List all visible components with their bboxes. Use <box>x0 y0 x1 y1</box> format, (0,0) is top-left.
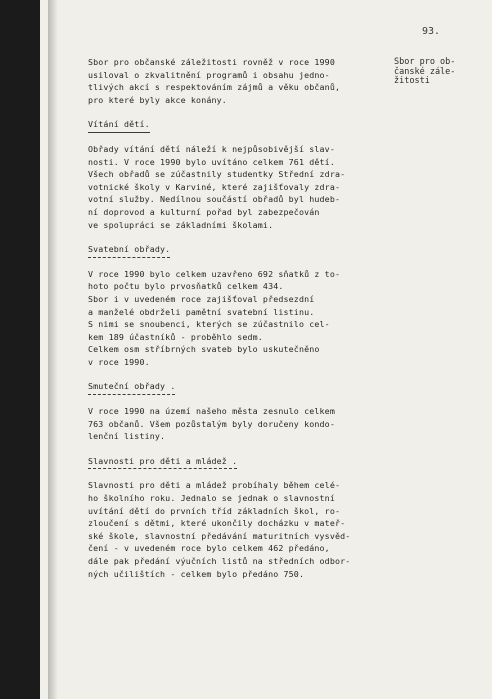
text-line: pro které byly akce konány. <box>88 94 227 105</box>
text-line: Sbor i v uvedeném roce zajišťoval předsezdní <box>88 293 315 304</box>
text-line: V roce 1990 na území našeho města zesnulo celkem <box>88 406 335 417</box>
section-heading: Slavnosti pro děti a mládež . <box>88 455 237 470</box>
text-line: kem 189 účastníků - proběhlo sedm. <box>88 331 263 342</box>
text-line: Všech obřadů se zúčastnily studentky Střední zdra- <box>88 169 346 180</box>
text-line: votní služby. Nedílnou součástí obřadů byl hudeb- <box>88 194 341 205</box>
text-line: nosti. V roce 1990 bylo uvítáno celkem 761 dětí. <box>88 156 335 167</box>
text-line: 763 občanů. Všem pozůstalým byly doručeny kondo- <box>88 418 335 429</box>
section-heading: Vítání dětí. <box>88 118 150 133</box>
page-number: 93. <box>422 26 441 37</box>
text-line: dále pak předání výučních listů na středních odbor- <box>88 556 351 566</box>
text-line: a manželé obdrželi pamětní svatební listinu. <box>88 306 315 317</box>
text-line: zloučení s dětmi, které ukončily docházku v mateř- <box>88 518 346 529</box>
text-line: usiloval o zkvalitnění programů i obsahu jedno- <box>88 69 330 80</box>
text-line: hoto počtu bylo prvosňatků celkem 434. <box>88 281 284 292</box>
text-line: Obřady vítání dětí náleží k nejpůsobivější slav- <box>88 143 335 154</box>
section-welcoming-children <box>88 118 388 231</box>
text-line: ných učilištích - celkem bylo předáno 750. <box>88 568 305 579</box>
text-line: Slavnosti pro děti a mládež probíhaly během celé- <box>88 480 341 491</box>
margin-note-line: čanské zále- <box>394 66 456 77</box>
margin-note <box>394 58 466 87</box>
text-line: Sbor pro občanské záležitosti rovněž v roce 1990 <box>88 57 335 67</box>
text-line: v roce 1990. <box>88 356 150 367</box>
text-line: tlivých akcí s respektováním zájmů a věku občanů, <box>88 82 341 93</box>
page-binding-shadow <box>48 0 58 699</box>
text-line: ho školního roku. Jednalo se jednak o slavnostní <box>88 493 335 504</box>
text-line: čení - v uvedeném roce bylo celkem 462 předáno, <box>88 543 330 554</box>
text-line: lenční listiny. <box>88 431 166 442</box>
section-heading: Svatební obřady. <box>88 243 170 258</box>
text-line: S nimi se snoubenci, kterých se zúčastnilo cel- <box>88 319 330 330</box>
text-line: votnické školy v Karviné, které zajišťovaly zdra- <box>88 181 341 192</box>
text-line: ve spolupráci se základními školami. <box>88 219 274 230</box>
text-line: V roce 1990 bylo celkem uzavřeno 692 sňatků z to- <box>88 268 341 279</box>
text-line: ské škole, slavnostní předávání maturitních vysvěd- <box>88 530 351 541</box>
text-line: uvítání dětí do prvních tříd základních škol, ro- <box>88 505 341 516</box>
section-funerals <box>88 380 388 442</box>
section-weddings <box>88 243 388 368</box>
text-line: ní doprovod a kulturní pořad byl zabezpečován <box>88 206 320 217</box>
margin-note-line: Sbor pro ob- <box>394 57 456 67</box>
section-youth-ceremonies <box>88 455 388 580</box>
text-line: Celkem osm stříbrných svateb bylo uskutečněno <box>88 344 320 355</box>
margin-note-line: žitosti <box>394 76 430 86</box>
intro-section <box>88 56 388 106</box>
section-heading: Smuteční obřady . <box>88 380 175 395</box>
document-body <box>88 56 388 580</box>
